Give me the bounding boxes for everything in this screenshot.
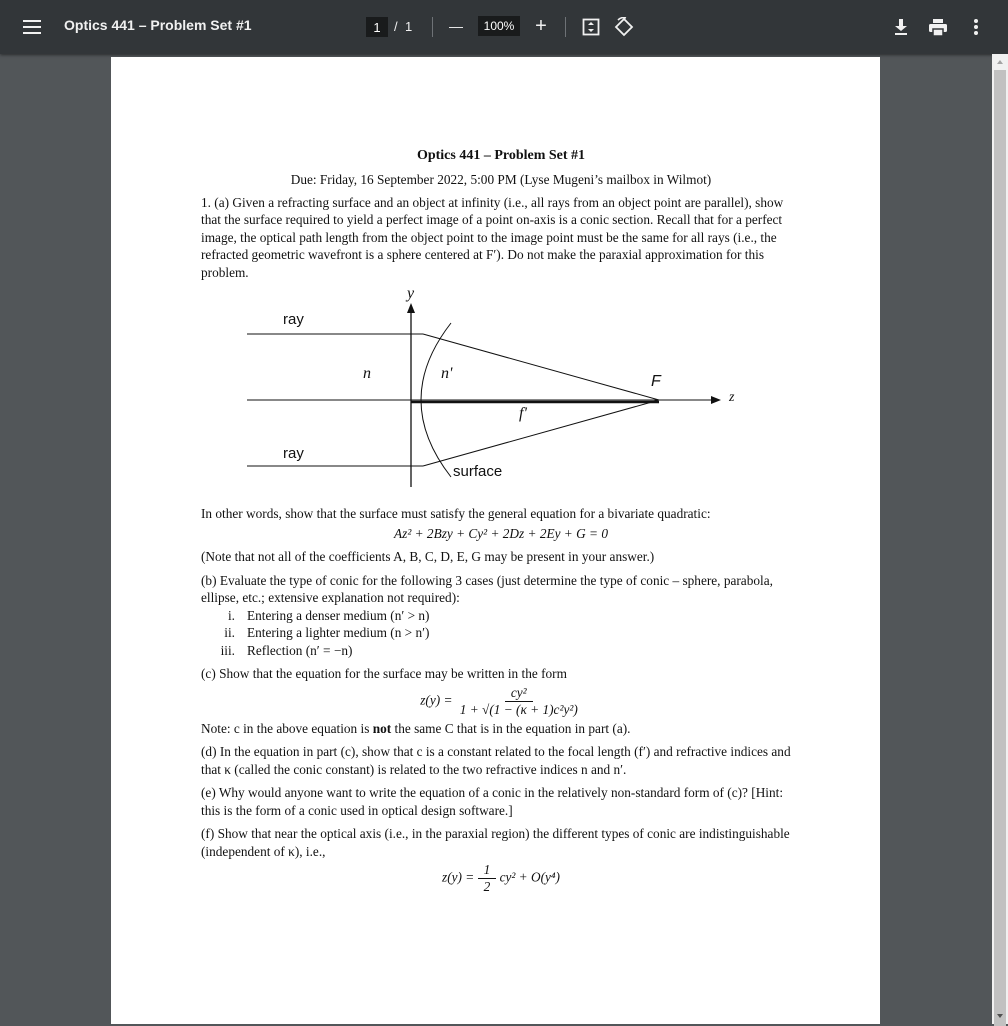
fit-page-icon[interactable] [580, 16, 602, 38]
list-item: iii. Reflection (n′ = −n) [220, 642, 353, 658]
note-c: Note: c in the above equation is not the same C that is in the equation in part (a). [201, 720, 631, 736]
scroll-down-icon[interactable] [992, 1009, 1008, 1023]
focal-length-label: f' [519, 405, 527, 422]
zoom-in-button[interactable]: + [535, 14, 547, 37]
question-1d: (d) In the equation in part (c), show that c is a constant related to the focal length (f′) and refractive indices and that κ (called the conic constant) is related to the two refractive indices n and n′. [201, 744, 791, 777]
z-axis-label: z [729, 390, 735, 405]
rotate-icon[interactable] [612, 15, 636, 39]
cases-list [201, 607, 801, 660]
page-content [201, 147, 801, 895]
paraxial-equation: z(y) = $\frac{1}{2}$ cy² + O(y⁴) [442, 862, 560, 894]
question-1e: (e) Why would anyone want to write the equation of a conic in the relatively non-standard form of (c)? [Hint: this is the form of a conic used in optical design software.] [201, 785, 784, 818]
page-separator: / [394, 19, 398, 34]
ray-bottom-label: ray [283, 445, 304, 462]
z-axis-arrow [711, 396, 721, 404]
download-icon[interactable] [890, 15, 912, 39]
scroll-up-icon[interactable] [992, 55, 1008, 69]
list-item: i. Entering a denser medium (n′ > n) [227, 607, 430, 623]
y-axis-label: y [407, 285, 415, 302]
pdf-toolbar [0, 0, 1008, 54]
question-1b: (b) Evaluate the type of conic for the following 3 cases (just determine the type of conic – sphere, parabola, ellipse, etc.; extensive explanation not required): [201, 572, 773, 605]
page-number-input[interactable]: 1 [366, 17, 388, 37]
toolbar-divider [565, 17, 566, 37]
question-1f: (f) Show that near the optical axis (i.e., in the paraxial region) the different types of conic are indistinguishable (independent of κ), i.e., [201, 826, 790, 859]
doc-title: Optics 441 – Problem Set #1 [416, 148, 586, 163]
vertical-scrollbar[interactable] [992, 54, 1008, 1024]
zoom-out-button[interactable]: — [449, 18, 463, 34]
zoom-input[interactable]: 100% [478, 16, 520, 36]
n-label: n [363, 365, 371, 382]
quadratic-equation: Az² + 2Bzy + Cy² + 2Dz + 2Ey + G = 0 [394, 525, 608, 541]
question-1a: 1. (a) Given a refracting surface and an object at infinity (i.e., all rays from an object point are parallel), show that the surface required to yield a perfect image of a point on-axis is a conic section. Recall that for a perfect image, the optical path length from the object point to the image point must be the same for all rays (i.e., the refracted geometric wavefront is a sphere centered at F′). Do not make the paraxial approximation for this problem. [201, 194, 784, 280]
ray-top-label: ray [283, 311, 304, 328]
y-axis-arrow [407, 303, 415, 313]
question-1c: (c) Show that the equation for the surface may be written in the form [201, 666, 567, 681]
other-words-text: In other words, show that the surface must satisfy the general equation for a bivariate quadratic: [201, 506, 711, 521]
optics-figure [201, 287, 801, 491]
scroll-thumb[interactable] [994, 70, 1006, 1026]
refracted-ray-bottom [423, 400, 659, 466]
page-total: 1 [405, 19, 413, 34]
list-item: ii. Entering a lighter medium (n > n′) [224, 625, 430, 640]
menu-icon[interactable] [18, 13, 46, 41]
due-date: Due: Friday, 16 September 2022, 5:00 PM (Lyse Mugeni’s mailbox in Wilmot) [290, 172, 712, 187]
pdf-page [111, 57, 880, 1024]
document-title: Optics 441 – Problem Set #1 [64, 17, 252, 33]
coefficient-note: (Note that not all of the coefficients A, B, C, D, E, G may be present in your answer.) [201, 549, 655, 564]
toolbar-divider [432, 17, 433, 37]
surface-label: surface [453, 463, 503, 480]
refracted-ray-top [423, 334, 659, 400]
focus-label: F [651, 373, 661, 390]
surface-equation: z(y) = $\frac{\text{cy²}}{\text{1 + √(1 − (κ + 1)c²y²)}}$ [420, 684, 578, 717]
print-icon[interactable] [926, 15, 950, 39]
more-icon[interactable] [966, 15, 986, 39]
n-prime-label: n' [441, 365, 453, 382]
